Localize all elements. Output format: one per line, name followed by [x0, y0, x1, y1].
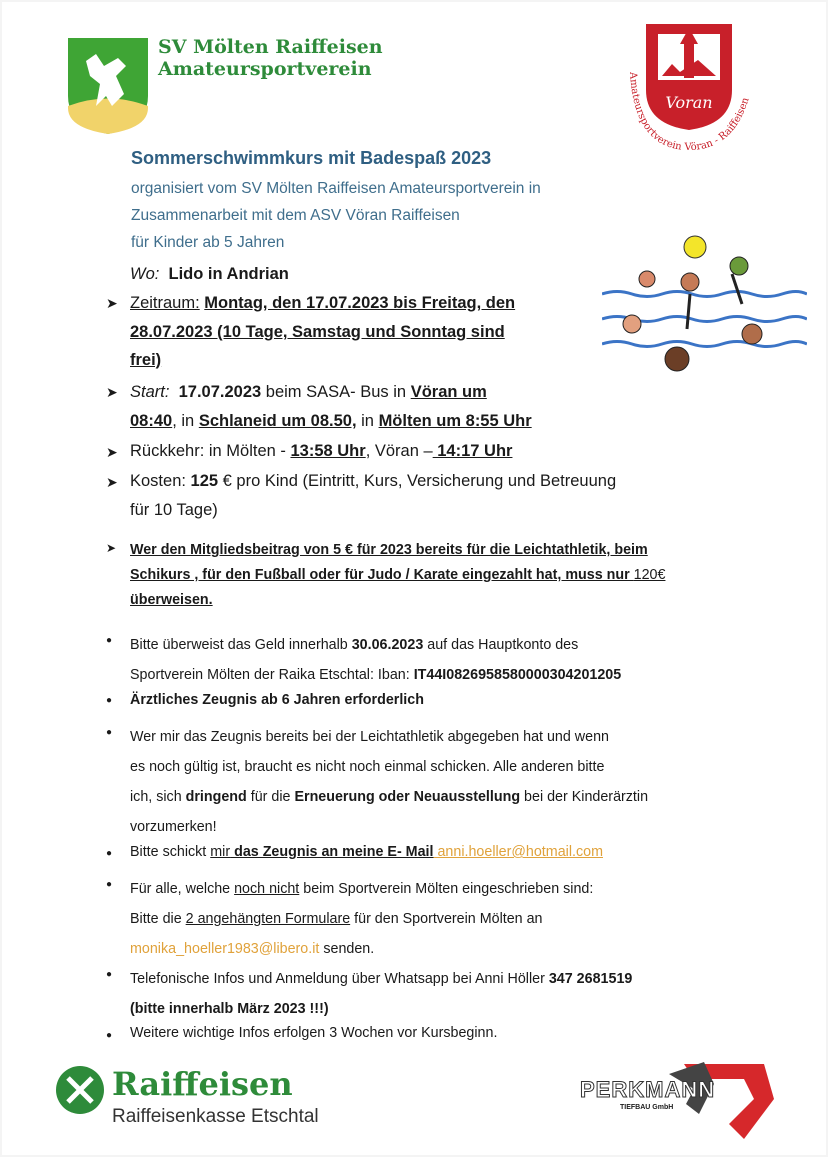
arrow-bullet-icon: ➤ — [106, 444, 118, 460]
bullet-registration — [130, 874, 593, 964]
swimming-children-illustration — [602, 234, 807, 389]
bullet-dot-icon: ● — [106, 848, 113, 859]
member-note-line2 — [130, 563, 665, 588]
cert-text-c: für die — [246, 789, 295, 805]
cert-text-a: ich, sich — [130, 789, 186, 805]
period-line1 — [130, 290, 515, 316]
perkmann-sub: TIEFBAU GmbH — [620, 1104, 674, 1111]
member-note-line3: überweisen. — [130, 592, 213, 608]
member-note-amount: 120€ — [633, 567, 666, 583]
period-line2 — [130, 319, 505, 345]
cert-info-line3 — [130, 782, 648, 812]
arrow-bullet-icon: ➤ — [106, 474, 118, 490]
bullet-certificate-info — [130, 722, 648, 842]
bullet-phone — [130, 964, 632, 1024]
start-line1 — [130, 379, 487, 405]
return-time1: 13:58 Uhr — [290, 442, 366, 460]
start-text3: in — [356, 412, 379, 430]
cost-amount: 125 — [190, 472, 219, 490]
registration-line2 — [130, 904, 593, 934]
phone-line2 — [130, 994, 632, 1024]
payment-text1: Bitte überweist das Geld innerhalb — [130, 637, 352, 653]
payment-line2 — [130, 660, 621, 690]
cert-info-line2: es noch gültig ist, braucht es nicht noch einmal schicken. Alle anderen bitte — [130, 759, 605, 775]
reg-text-d: Bitte die — [130, 911, 186, 927]
period-label: Zeitraum: — [130, 294, 200, 312]
raiffeisen-bank-name: Raiffeisenkasse Etschtal — [112, 1106, 319, 1127]
start-label: Start: — [130, 383, 170, 401]
cert-info-line4: vorzumerken! — [130, 819, 217, 835]
bullet-dot-icon: ● — [106, 879, 113, 890]
subtitle-line3: für Kinder ab 5 Jahren — [131, 234, 285, 251]
start-place1: Vöran um — [410, 383, 487, 401]
period-text3: frei) — [130, 351, 162, 369]
start-place2: Schlaneid um 08.50, — [198, 412, 357, 430]
start-time1: 08:40 — [130, 412, 173, 430]
send-text-c: das Zeugnis an meine E- Mail — [230, 844, 434, 860]
perkmann-name: PERKMANN — [580, 1077, 716, 1102]
cost-line1 — [130, 468, 616, 494]
sv-moelten-shield-logo — [66, 36, 150, 136]
asv-voeran-badge-logo — [614, 20, 764, 155]
location-value: Lido in Andrian — [168, 265, 289, 283]
cost-line2: für 10 Tage) — [130, 501, 218, 519]
start-place3: Mölten um 8:55 Uhr — [378, 412, 532, 430]
bullet-further-info: Weitere wichtige Infos erfolgen 3 Wochen vor Kursbeginn. — [130, 1025, 498, 1041]
cert-info-line1: Wer mir das Zeugnis bereits bei der Leichtathletik abgegeben hat und wenn — [130, 729, 609, 745]
reg-text-b: noch nicht — [234, 881, 300, 897]
payment-line1 — [130, 630, 621, 660]
phone-number: 347 2681519 — [548, 971, 633, 987]
bullet-send-certificate — [130, 844, 603, 860]
club-name-line2: Amateursportverein — [158, 58, 372, 80]
reg-text-c: beim Sportverein Mölten eingeschrieben sind: — [299, 881, 594, 897]
return-text2: , Vöran – — [365, 442, 433, 460]
bullet-payment — [130, 630, 621, 690]
payment-text3: Sportverein Mölten der Raika Etschtal: Iban: — [130, 667, 414, 683]
cert-text-b: dringend — [185, 789, 247, 805]
voran-arc-text: Amateursportverein Vöran - Raiffeisen — [626, 71, 752, 154]
voran-badge-text: Voran — [665, 93, 713, 112]
iban: IT44I0826958580000304201205 — [413, 667, 622, 683]
member-note-text2a: Schikurs , für den Fußball oder für Judo / Karate eingezahlt hat, muss nur — [130, 567, 634, 583]
registration-line1 — [130, 874, 593, 904]
cert-text-d: Erneuerung oder Neuausstellung — [294, 789, 521, 805]
phone-line1 — [130, 964, 632, 994]
registration-line3 — [130, 934, 593, 964]
page-title: Sommerschwimmkurs mit Badespaß 2023 — [131, 148, 492, 168]
return-time2: 14:17 Uhr — [432, 442, 513, 460]
location-line — [130, 261, 289, 287]
payment-text2: auf das Hauptkonto des — [423, 637, 579, 653]
cost-text2: € pro Kind (Eintritt, Kurs, Versicherung und Betreuung — [218, 472, 617, 490]
start-date: 17.07.2023 — [178, 383, 262, 401]
reg-forms: 2 angehängten Formulare — [185, 911, 351, 927]
phone-deadline: (bitte innerhalb März 2023 !!!) — [130, 1001, 329, 1017]
arrow-bullet-icon: ➤ — [106, 295, 118, 311]
cert-text-e: bei der Kinderärztin — [520, 789, 649, 805]
reg-text-a: Für alle, welche — [130, 881, 235, 897]
subtitle-line2: Zusammenarbeit mit dem ASV Vöran Raiffeisen — [131, 207, 460, 224]
start-line2 — [130, 408, 532, 434]
send-text-b: mir — [210, 844, 231, 860]
period-text1: Montag, den 17.07.2023 bis Freitag, den — [204, 294, 516, 312]
email-link-monika[interactable]: monika_hoeller1983@libero.it — [130, 941, 320, 957]
send-text-a: Bitte schickt — [130, 844, 211, 860]
period-line3 — [130, 347, 161, 373]
member-fee-note — [130, 538, 665, 613]
start-text1: beim SASA- Bus in — [261, 383, 411, 401]
club-name-line1: SV Mölten Raiffeisen — [158, 36, 383, 58]
return-text1: Rückkehr: in Mölten - — [130, 442, 291, 460]
arrow-bullet-icon: ➤ — [106, 541, 117, 555]
bullet-dot-icon: ● — [106, 727, 113, 738]
raiffeisen-logo-icon — [54, 1064, 106, 1116]
return-line — [130, 438, 512, 464]
bullet-certificate: Ärztliches Zeugnis ab 6 Jahren erforderlich — [130, 692, 424, 708]
payment-deadline: 30.06.2023 — [351, 637, 424, 653]
arrow-bullet-icon: ➤ — [106, 384, 118, 400]
start-text2: , in — [172, 412, 199, 430]
phone-text: Telefonische Infos und Anmeldung über Whatsapp bei Anni Höller — [130, 971, 549, 987]
reg-text-e: für den Sportverein Mölten an — [350, 911, 543, 927]
subtitle-line1: organisiert vom SV Mölten Raiffeisen Amateursportverein in — [131, 180, 541, 197]
bullet-dot-icon: ● — [106, 695, 113, 706]
period-text2: 28.07.2023 (10 Tage, Samstag und Sonntag sind — [130, 323, 505, 341]
member-note-line1: Wer den Mitgliedsbeitrag von 5 € für 2023 bereits für die Leichtathletik, beim — [130, 542, 648, 558]
bullet-dot-icon: ● — [106, 1030, 113, 1041]
bullet-dot-icon: ● — [106, 635, 113, 646]
reg-text-f: senden. — [319, 941, 375, 957]
cost-text1: Kosten: — [130, 472, 191, 490]
club-name — [158, 36, 383, 80]
raiffeisen-name: Raiffeisen — [112, 1065, 293, 1103]
bullet-dot-icon: ● — [106, 969, 113, 980]
location-label: Wo: — [130, 265, 160, 283]
flyer-page — [2, 2, 826, 1155]
email-link-anni[interactable]: anni.hoeller@hotmail.com — [433, 844, 603, 860]
